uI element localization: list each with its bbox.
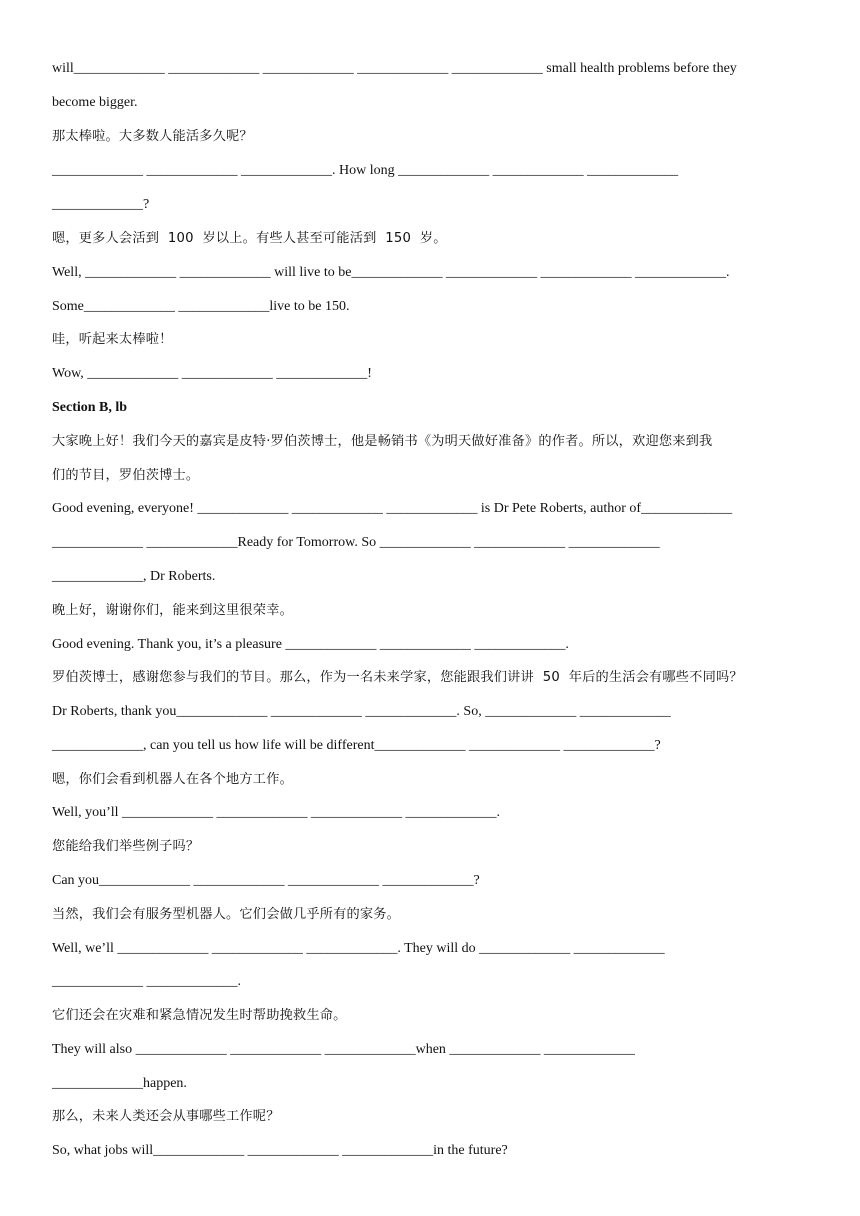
- chinese-line: 罗伯茨博士，感谢您参与我们的节目。那么，作为一名未来学家，您能跟我们讲讲 50 年后的生活会有哪些不同吗？: [52, 670, 743, 685]
- text-line: _____________ _____________.: [52, 974, 241, 989]
- text-line: They will also _____________ _____________ _____________when _____________ _____________: [52, 1042, 635, 1057]
- chinese-line: 您能给我们举些例子吗？: [52, 839, 200, 854]
- text-line: _____________ _____________ _____________. How long _____________ _____________ _____________: [52, 163, 679, 178]
- chinese-line: 哇，听起来太棒啦！: [52, 332, 173, 347]
- text-line: Good evening. Thank you, it’s a pleasure _____________ _____________ _____________.: [52, 637, 569, 652]
- text-line: Can you_____________ _____________ _____________ _____________?: [52, 873, 480, 888]
- text-line: Some_____________ _____________live to be 150.: [52, 299, 350, 314]
- text-line: Wow, _____________ _____________ _____________!: [52, 366, 372, 381]
- chinese-line: 那太棒啦。大多数人能活多久呢？: [52, 129, 253, 144]
- chinese-line: 嗯，你们会看到机器人在各个地方工作。: [52, 772, 293, 787]
- text-line: _____________, can you tell us how life will be different_____________ _____________ _____________?: [52, 738, 661, 753]
- text-line: _____________happen.: [52, 1076, 187, 1091]
- chinese-line: 嗯，更多人会活到 100 岁以上。有些人甚至可能活到 150 岁。: [52, 231, 447, 246]
- text-line: Dr Roberts, thank you_____________ _____________ _____________. So, _____________ _____________: [52, 704, 671, 719]
- text-line: _____________, Dr Roberts.: [52, 569, 216, 584]
- chinese-line: 它们还会在灾难和紧急情况发生时帮助挽救生命。: [52, 1008, 347, 1023]
- text-line: Well, you’ll _____________ _____________ _____________ _____________.: [52, 805, 501, 820]
- chinese-line: 大家晚上好！我们今天的嘉宾是皮特·罗伯茨博士，他是畅销书《为明天做好准备》的作者。所以，欢迎您来到我: [52, 434, 713, 449]
- chinese-line: 们的节目，罗伯茨博士。: [52, 468, 200, 483]
- text-line: Well, _____________ _____________ will live to be_____________ _____________ _____________ _____________.: [52, 265, 730, 280]
- text-line: _____________ _____________Ready for Tomorrow. So _____________ _____________ _____________: [52, 535, 660, 550]
- text-line: Well, we’ll _____________ _____________ _____________. They will do _____________ _____________: [52, 941, 665, 956]
- text-line: Good evening, everyone! _____________ _____________ _____________ is Dr Pete Roberts, author of_____________: [52, 501, 733, 516]
- section-heading: Section B, lb: [52, 400, 128, 415]
- text-line: will_____________ _____________ _____________ _____________ _____________ small health problems before they: [52, 61, 737, 76]
- chinese-line: 晚上好，谢谢你们，能来到这里很荣幸。: [52, 603, 293, 618]
- chinese-line: 那么，未来人类还会从事哪些工作呢？: [52, 1109, 280, 1124]
- text-line: become bigger.: [52, 95, 138, 110]
- text-line: _____________?: [52, 197, 150, 212]
- chinese-line: 当然，我们会有服务型机器人。它们会做几乎所有的家务。: [52, 907, 401, 922]
- text-line: So, what jobs will_____________ _____________ _____________in the future?: [52, 1143, 508, 1158]
